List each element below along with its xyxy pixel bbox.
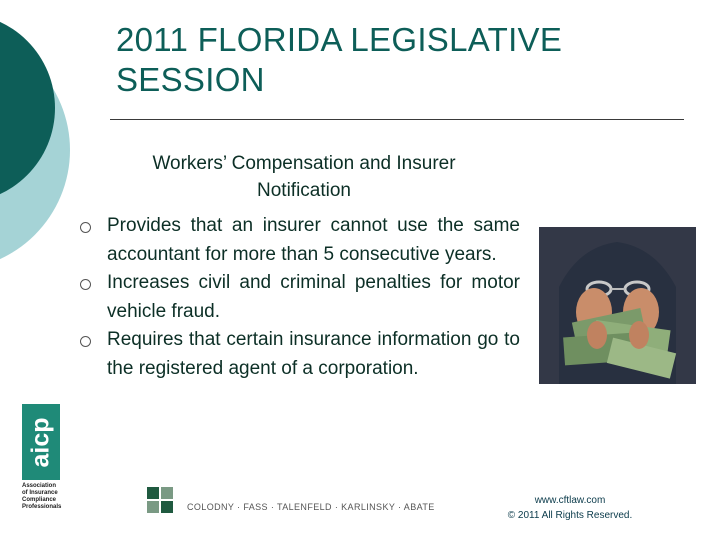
title-line-1: 2011 FLORIDA LEGISLATIVE bbox=[116, 21, 563, 58]
bullet-list bbox=[80, 212, 520, 383]
bullet-item bbox=[80, 326, 520, 383]
firm-name: COLODNY · FASS · TALENFELD · KARLINSKY · ABATE bbox=[187, 502, 435, 512]
section-heading bbox=[104, 150, 504, 204]
footer-url[interactable]: www.cftlaw.com bbox=[534, 495, 606, 506]
bullet-circle-icon bbox=[80, 336, 91, 347]
bullet-circle-icon bbox=[80, 279, 91, 290]
aicp-logo bbox=[22, 404, 70, 520]
handcuffed-hands-money-image bbox=[539, 227, 696, 384]
bullet-item bbox=[80, 269, 520, 326]
bullet-text: Requires that certain insurance information go to the registered agent of a corporation. bbox=[107, 329, 520, 379]
bullet-text: Increases civil and criminal penalties for motor vehicle fraud. bbox=[107, 272, 520, 322]
footer bbox=[490, 493, 650, 523]
firm-logo-icon bbox=[145, 485, 175, 515]
section-heading-line-2: Notification bbox=[257, 180, 351, 201]
bullet-item bbox=[80, 212, 520, 269]
bullet-circle-icon bbox=[80, 222, 91, 233]
section-heading-line-1: Workers’ Compensation and Insurer bbox=[152, 153, 456, 174]
title-divider bbox=[110, 119, 684, 120]
footer-copyright: © 2011 All Rights Reserved. bbox=[507, 510, 633, 521]
aicp-logo-mark: aicp bbox=[22, 404, 60, 480]
bullet-text: Provides that an insurer cannot use the same accountant for more than 5 consecutive years. bbox=[107, 215, 520, 265]
title-line-2: SESSION bbox=[116, 61, 265, 98]
slide-title bbox=[116, 20, 676, 100]
aicp-logo-caption: Association of Insurance Compliance Professionals bbox=[22, 483, 62, 510]
